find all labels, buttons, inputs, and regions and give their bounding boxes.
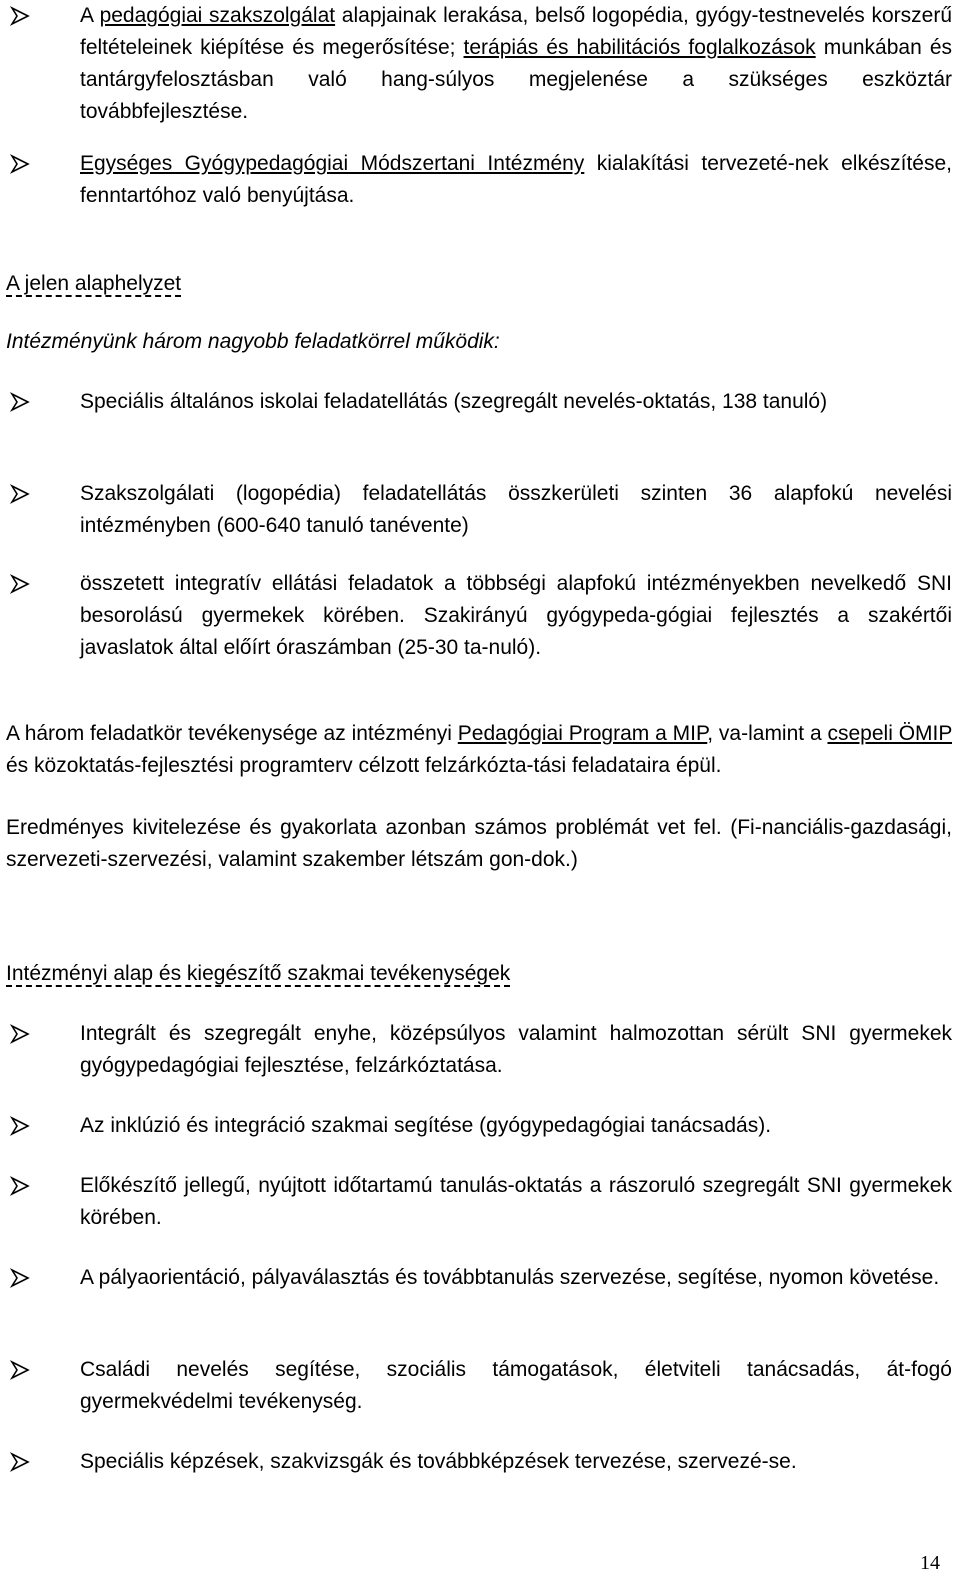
arrowhead-bullet-icon (10, 1176, 30, 1196)
arrowhead-bullet-icon (10, 1116, 30, 1136)
arrowhead-bullet-icon (10, 392, 30, 412)
bullet-text: Az inklúzió és integráció szakmai segítése (gyógypedagógiai tanácsadás). (80, 1114, 772, 1137)
bullet-text: Előkészítő jellegű, nyújtott időtartamú tanulás-oktatás a rászoruló szegregált SNI gyermekek körében. (80, 1174, 952, 1229)
arrowhead-bullet-icon (10, 1452, 30, 1472)
arrowhead-bullet-icon (10, 1268, 30, 1288)
bullet-text: Egységes Gyógypedagógiai Módszertani Intézmény kialakítási tervezeté-nek elkészítése, fenntartóhoz való benyújtása. (80, 152, 952, 207)
arrowhead-bullet-icon (10, 154, 30, 174)
bullet-text: összetett integratív ellátási feladatok a többségi alapfokú intézményekben nevelkedő SNI besorolású gyermekek körében. Szakirányú gyógypeda-gógiai fejlesztés a szakértői javaslatok által előírt óraszámban (25-30 ta-nuló). (80, 572, 952, 659)
arrowhead-bullet-icon (10, 484, 30, 504)
bullet-text: Speciális általános iskolai feladatellátás (szegregált nevelés-oktatás, 138 tanuló) (80, 390, 828, 413)
bullet-text: Integrált és szegregált enyhe, középsúlyos valamint halmozottan sérült SNI gyermekek gyógypedagógiai fejlesztése, felzárkóztatása. (80, 1022, 952, 1077)
section-heading: A jelen alaphelyzet (6, 272, 182, 295)
intro-text: Intézményünk három nagyobb feladatkörrel működik: (6, 330, 500, 353)
arrowhead-bullet-icon (10, 6, 30, 26)
section-heading: Intézményi alap és kiegészítő szakmai tevékenységek (6, 962, 511, 985)
bullet-text: Családi nevelés segítése, szociális támogatások, életviteli tanácsadás, át-fogó gyermekvédelmi tevékenység. (80, 1358, 952, 1413)
paragraph: Eredményes kivitelezése és gyakorlata azonban számos problémát vet fel. (Fi-nanciális-gazdasági, szervezeti-szervezési, valamint szakember létszám gon-dok.) (6, 816, 952, 871)
bullet-text: A pályaorientáció, pályaválasztás és továbbtanulás szervezése, segítése, nyomon követése. (80, 1266, 940, 1289)
bullet-text: Szakszolgálati (logopédia) feladatellátás összkerületi szinten 36 alapfokú nevelési intézményben (600-640 tanuló tanévente) (80, 482, 952, 537)
bullet-text: A pedagógiai szakszolgálat alapjainak lerakása, belső logopédia, gyógy-testnevelés korszerű feltételeinek kiépítése és megerősítése; terápiás és habilitációs foglalkozások munkában és tantárgyfelosztásban való hang-súlyos megjelenése a szükséges eszköztár továbbfejlesztése. (80, 4, 952, 123)
page-number: 14 (920, 1552, 940, 1574)
arrowhead-bullet-icon (10, 1360, 30, 1380)
arrowhead-bullet-icon (10, 574, 30, 594)
arrowhead-bullet-icon (10, 1024, 30, 1044)
paragraph: A három feladatkör tevékenysége az intézményi Pedagógiai Program a MIP, va-lamint a csepeli ÖMIP és közoktatás-fejlesztési programterv célzott felzárkózta-tási feladataira épül. (6, 722, 952, 777)
bullet-text: Speciális képzések, szakvizsgák és továbbképzések tervezése, szervezé-se. (80, 1450, 797, 1473)
